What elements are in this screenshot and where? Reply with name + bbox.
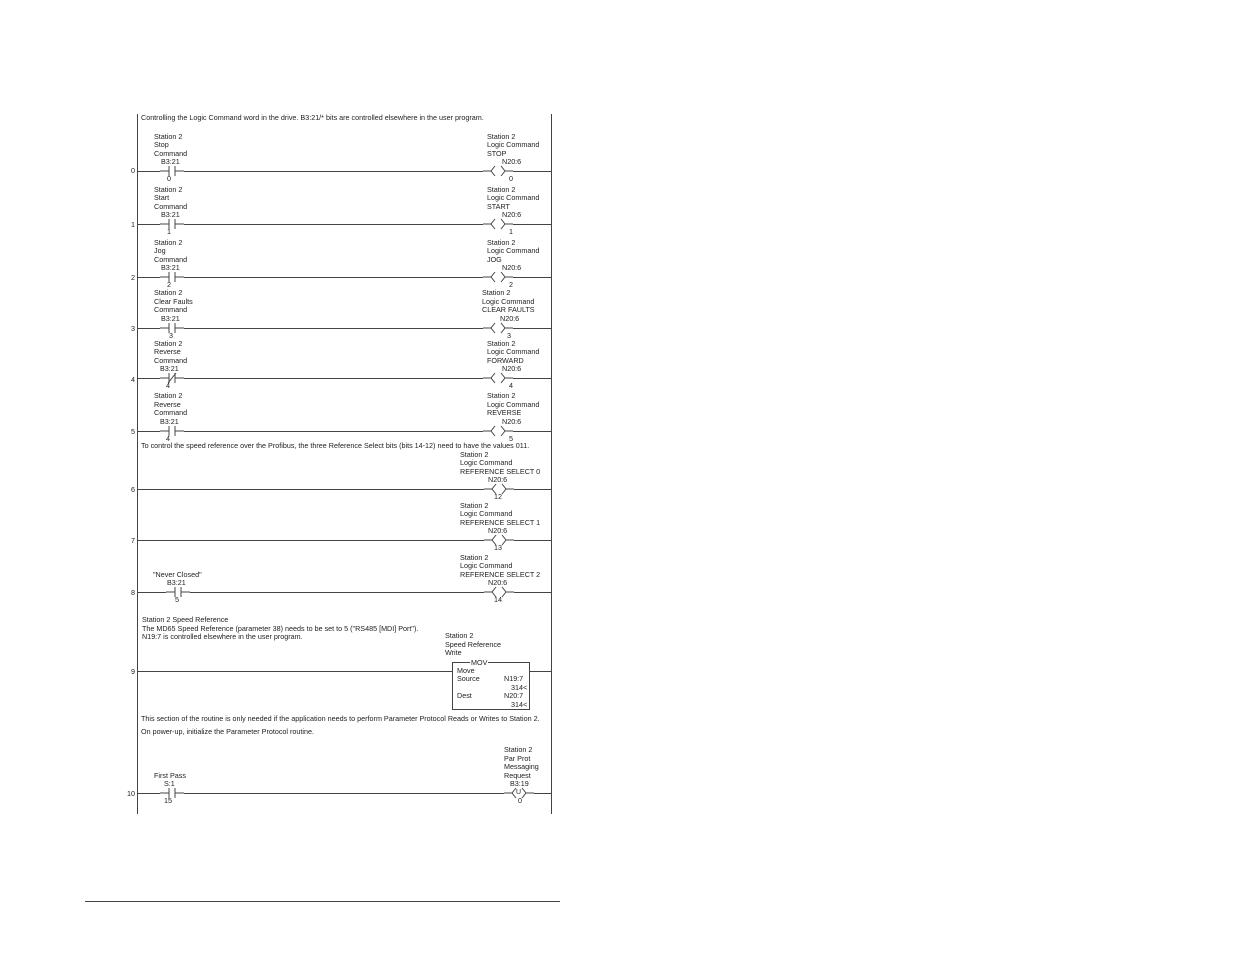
contact-label: Command xyxy=(154,408,188,417)
coil-label: FORWARD xyxy=(487,356,524,365)
coil-label: Station 2 xyxy=(460,553,489,562)
coil-label: REFERENCE SELECT 1 xyxy=(460,518,541,527)
rung-number: 10 xyxy=(127,789,135,798)
coil-bit: 12 xyxy=(494,492,502,501)
speed-reference-comment: To control the speed reference over the Profibus, the three Reference Select bits (bits 14-12) need to have the values 011. xyxy=(141,441,530,450)
coil-label: Logic Command xyxy=(482,297,535,306)
coil-label: Logic Command xyxy=(460,458,513,467)
mov-source-value: 314< xyxy=(511,683,528,692)
contact-address: B3:21 xyxy=(160,364,179,373)
coil-label: Station 2 xyxy=(487,185,516,194)
rung-number: 4 xyxy=(131,375,135,384)
mov-dest-value: 314< xyxy=(511,700,528,709)
coil-label: REFERENCE SELECT 2 xyxy=(460,570,541,579)
rung-number: 0 xyxy=(131,166,135,175)
coil-address: N20:6 xyxy=(502,364,522,373)
contact-label: Command xyxy=(154,149,188,158)
left-power-rail xyxy=(137,114,138,814)
coil-type-letter: U xyxy=(516,789,522,796)
coil-address: N20:6 xyxy=(502,210,522,219)
contact-address: B3:21 xyxy=(161,157,180,166)
coil-bit: 13 xyxy=(494,543,502,552)
contact-label: Command xyxy=(154,305,188,314)
rung-number: 5 xyxy=(131,427,135,436)
rung-number: 7 xyxy=(131,536,135,545)
coil-address: N20:6 xyxy=(500,314,520,323)
contact-label: Station 2 xyxy=(154,339,183,348)
contact-label: Reverse xyxy=(154,400,181,409)
coil-address: N20:6 xyxy=(488,475,508,484)
coil-label: Logic Command xyxy=(487,140,540,149)
rung-number: 8 xyxy=(131,588,135,597)
coil-label: Par Prot xyxy=(504,754,531,763)
coil-address: N20:6 xyxy=(488,526,508,535)
contact-bit: 0 xyxy=(167,174,171,183)
coil-label: Messaging xyxy=(504,762,539,771)
rung-number: 9 xyxy=(131,667,135,676)
contact-address: S:1 xyxy=(164,779,175,788)
contact-label: Station 2 xyxy=(154,185,183,194)
rung-number: 3 xyxy=(131,324,135,333)
coil-label: START xyxy=(487,202,510,211)
instruction-label: Station 2 xyxy=(445,631,474,640)
rung-wire xyxy=(138,793,551,794)
coil-label: Request xyxy=(504,771,531,780)
coil-bit: 3 xyxy=(507,331,511,340)
contact-label: Stop xyxy=(154,140,169,149)
mov-dest-label: Dest xyxy=(457,691,472,700)
mov-name: Move xyxy=(457,666,475,675)
rung-number: 6 xyxy=(131,485,135,494)
coil-address: N20:6 xyxy=(488,578,508,587)
contact-label: First Pass xyxy=(154,771,186,780)
coil-label: Station 2 xyxy=(504,745,533,754)
contact-bit: 3 xyxy=(169,331,173,340)
coil-label: Logic Command xyxy=(487,400,540,409)
coil-label: Station 2 xyxy=(487,238,516,247)
header-comment: Controlling the Logic Command word in the drive. B3:21/* bits are controlled elsewhere in the user program. xyxy=(141,113,484,122)
coil-address: N20:6 xyxy=(502,263,522,272)
instruction-label: Speed Reference xyxy=(445,640,501,649)
contact-address: B3:21 xyxy=(167,578,186,587)
coil-label: STOP xyxy=(487,149,507,158)
instruction-label: Write xyxy=(445,648,462,657)
coil-label: JOG xyxy=(487,255,502,264)
coil-label: CLEAR FAULTS xyxy=(482,305,535,314)
contact-bit: 4 xyxy=(166,434,170,443)
coil-label: Logic Command xyxy=(487,193,540,202)
coil-label: Logic Command xyxy=(487,246,540,255)
contact-label: Command xyxy=(154,356,188,365)
contact-label: Command xyxy=(154,255,188,264)
mov-instruction-block[interactable] xyxy=(452,658,530,710)
xic-contact-icon[interactable] xyxy=(160,271,184,283)
contact-label: Jog xyxy=(154,246,166,255)
contact-label: Station 2 xyxy=(154,132,183,141)
contact-address: B3:21 xyxy=(161,314,180,323)
coil-bit: 14 xyxy=(494,595,502,604)
contact-label: Clear Faults xyxy=(154,297,193,306)
coil-label: Station 2 xyxy=(487,391,516,400)
contact-label: Start xyxy=(154,193,170,202)
coil-bit: 1 xyxy=(509,227,513,236)
contact-bit: 5 xyxy=(175,595,179,604)
xic-contact-icon[interactable] xyxy=(160,425,184,437)
contact-label: Station 2 xyxy=(154,238,183,247)
rung-number: 1 xyxy=(131,220,135,229)
rung-number: 2 xyxy=(131,273,135,282)
contact-bit: 2 xyxy=(167,280,171,289)
rung-comment: The MD65 Speed Reference (parameter 38) needs to be set to 5 ("RS485 [MDI] Port"). xyxy=(142,624,419,633)
coil-label: Station 2 xyxy=(460,450,489,459)
contact-bit: 1 xyxy=(167,227,171,236)
contact-label: Reverse xyxy=(154,347,181,356)
coil-label: Station 2 xyxy=(460,501,489,510)
coil-bit: 2 xyxy=(509,280,513,289)
right-power-rail xyxy=(551,114,552,814)
coil-address: N20:6 xyxy=(502,417,522,426)
contact-address: B3:21 xyxy=(161,210,180,219)
mov-source-address: N19:7 xyxy=(504,674,524,683)
coil-address: B3:19 xyxy=(510,779,529,788)
coil-label: Logic Command xyxy=(460,561,513,570)
contact-bit: 15 xyxy=(164,796,172,805)
coil-label: Logic Command xyxy=(460,509,513,518)
xic-contact-icon[interactable] xyxy=(160,218,184,230)
coil-address: N20:6 xyxy=(502,157,522,166)
rung-comment: Station 2 Speed Reference xyxy=(142,615,229,624)
contact-label: Station 2 xyxy=(154,391,183,400)
contact-address: B3:21 xyxy=(160,417,179,426)
contact-label: Command xyxy=(154,202,188,211)
coil-label: REFERENCE SELECT 0 xyxy=(460,467,541,476)
xic-contact-icon[interactable] xyxy=(160,165,184,177)
parameter-protocol-comment: This section of the routine is only needed if the application needs to perform Parameter Protocol Reads or Writes to Station 2. xyxy=(141,714,540,723)
power-up-comment: On power-up, initialize the Parameter Protocol routine. xyxy=(141,727,314,736)
mov-dest-address: N20:7 xyxy=(504,691,524,700)
mov-title: MOV xyxy=(471,658,488,667)
coil-label: Station 2 xyxy=(487,132,516,141)
contact-address: B3:21 xyxy=(161,263,180,272)
page-footer-rule xyxy=(85,901,560,902)
coil-bit: 4 xyxy=(509,381,513,390)
xio-contact-icon[interactable] xyxy=(160,372,184,384)
coil-label: Logic Command xyxy=(487,347,540,356)
contact-label: "Never Closed" xyxy=(153,570,202,579)
contact-bit: 4 xyxy=(166,381,170,390)
coil-label: Station 2 xyxy=(487,339,516,348)
mov-source-label: Source xyxy=(457,674,480,683)
contact-label: Station 2 xyxy=(154,288,183,297)
coil-label: Station 2 xyxy=(482,288,511,297)
coil-bit: 0 xyxy=(518,796,522,805)
coil-bit: 5 xyxy=(509,434,513,443)
coil-bit: 0 xyxy=(509,174,513,183)
rung-comment: N19:7 is controlled elsewhere in the user program. xyxy=(142,632,303,641)
coil-label: REVERSE xyxy=(487,408,522,417)
